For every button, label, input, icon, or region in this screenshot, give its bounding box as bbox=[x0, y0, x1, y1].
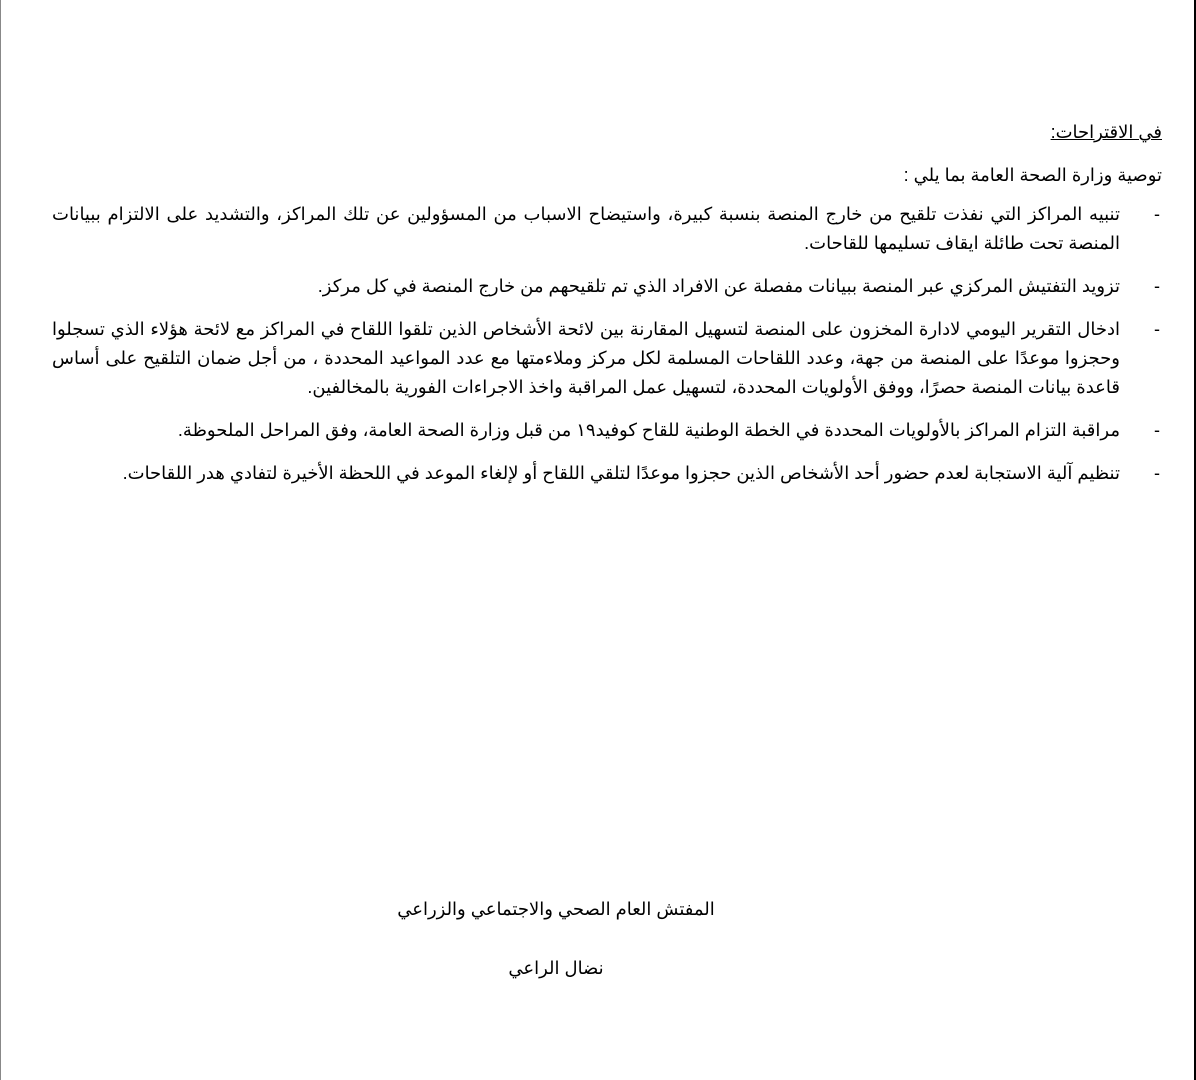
bullet-dash: - bbox=[1154, 204, 1160, 224]
list-item-text: ادخال التقرير اليومي لادارة المخزون على المنصة لتسهيل المقارنة بين لائحة الأشخاص الذين تلقوا اللقاح في المراكز مع لائحة هؤلاء الذي تسجلوا وحجزوا موعدًا على المنصة من جهة، وعدد اللقاحات المسلمة لكل مركز وملاءمتها مع عدد المواعيد المحددة ، من أجل ضمان التلقيح على أساس قاعدة بيانات المنصة حصرًا، ووفق الأولويات المحددة، لتسهيل عمل المراقبة واخذ الاجراءات الفورية بالمخالفين. bbox=[52, 319, 1120, 397]
list-item bbox=[52, 200, 1162, 258]
signatory-name: نضال الراعي bbox=[508, 958, 604, 978]
signatory-title: المفتش العام الصحي والاجتماعي والزراعي bbox=[397, 899, 715, 919]
bullet-dash: - bbox=[1154, 463, 1160, 483]
list-item-text: تنظيم آلية الاستجابة لعدم حضور أحد الأشخاص الذين حجزوا موعدًا لتلقي اللقاح أو لإلغاء الموعد في اللحظة الأخيرة لتفادي هدر اللقاحات. bbox=[122, 463, 1120, 483]
bullet-dash: - bbox=[1154, 276, 1160, 296]
recommendations-list bbox=[52, 200, 1162, 488]
document-body bbox=[52, 118, 1162, 502]
list-item-text: تزويد التفتيش المركزي عبر المنصة ببيانات مفصلة عن الافراد الذي تم تلقيحهم من خارج المنصة في كل مركز. bbox=[317, 276, 1120, 296]
intro-text: توصية وزارة الصحة العامة بما يلي : bbox=[903, 165, 1162, 185]
list-item bbox=[52, 272, 1162, 301]
list-item-text: تنبيه المراكز التي نفذت تلقيح من خارج المنصة بنسبة كبيرة، واستيضاح الاسباب من المسؤولين عن تلك المراكز، والتشديد على الالتزام ببيانات المنصة تحت طائلة ايقاف تسليمها للقاحات. bbox=[52, 204, 1120, 253]
list-item-text: مراقبة التزام المراكز بالأولويات المحددة في الخطة الوطنية للقاح كوفيد١٩ من قبل وزارة الصحة العامة، وفق المراحل الملحوظة. bbox=[177, 420, 1120, 440]
section-heading: في الاقتراحات: bbox=[1050, 122, 1162, 142]
list-item bbox=[52, 315, 1162, 402]
list-item bbox=[52, 416, 1162, 445]
bullet-dash: - bbox=[1154, 319, 1160, 339]
signature-block bbox=[1, 895, 1111, 983]
list-item bbox=[52, 459, 1162, 488]
bullet-dash: - bbox=[1154, 420, 1160, 440]
